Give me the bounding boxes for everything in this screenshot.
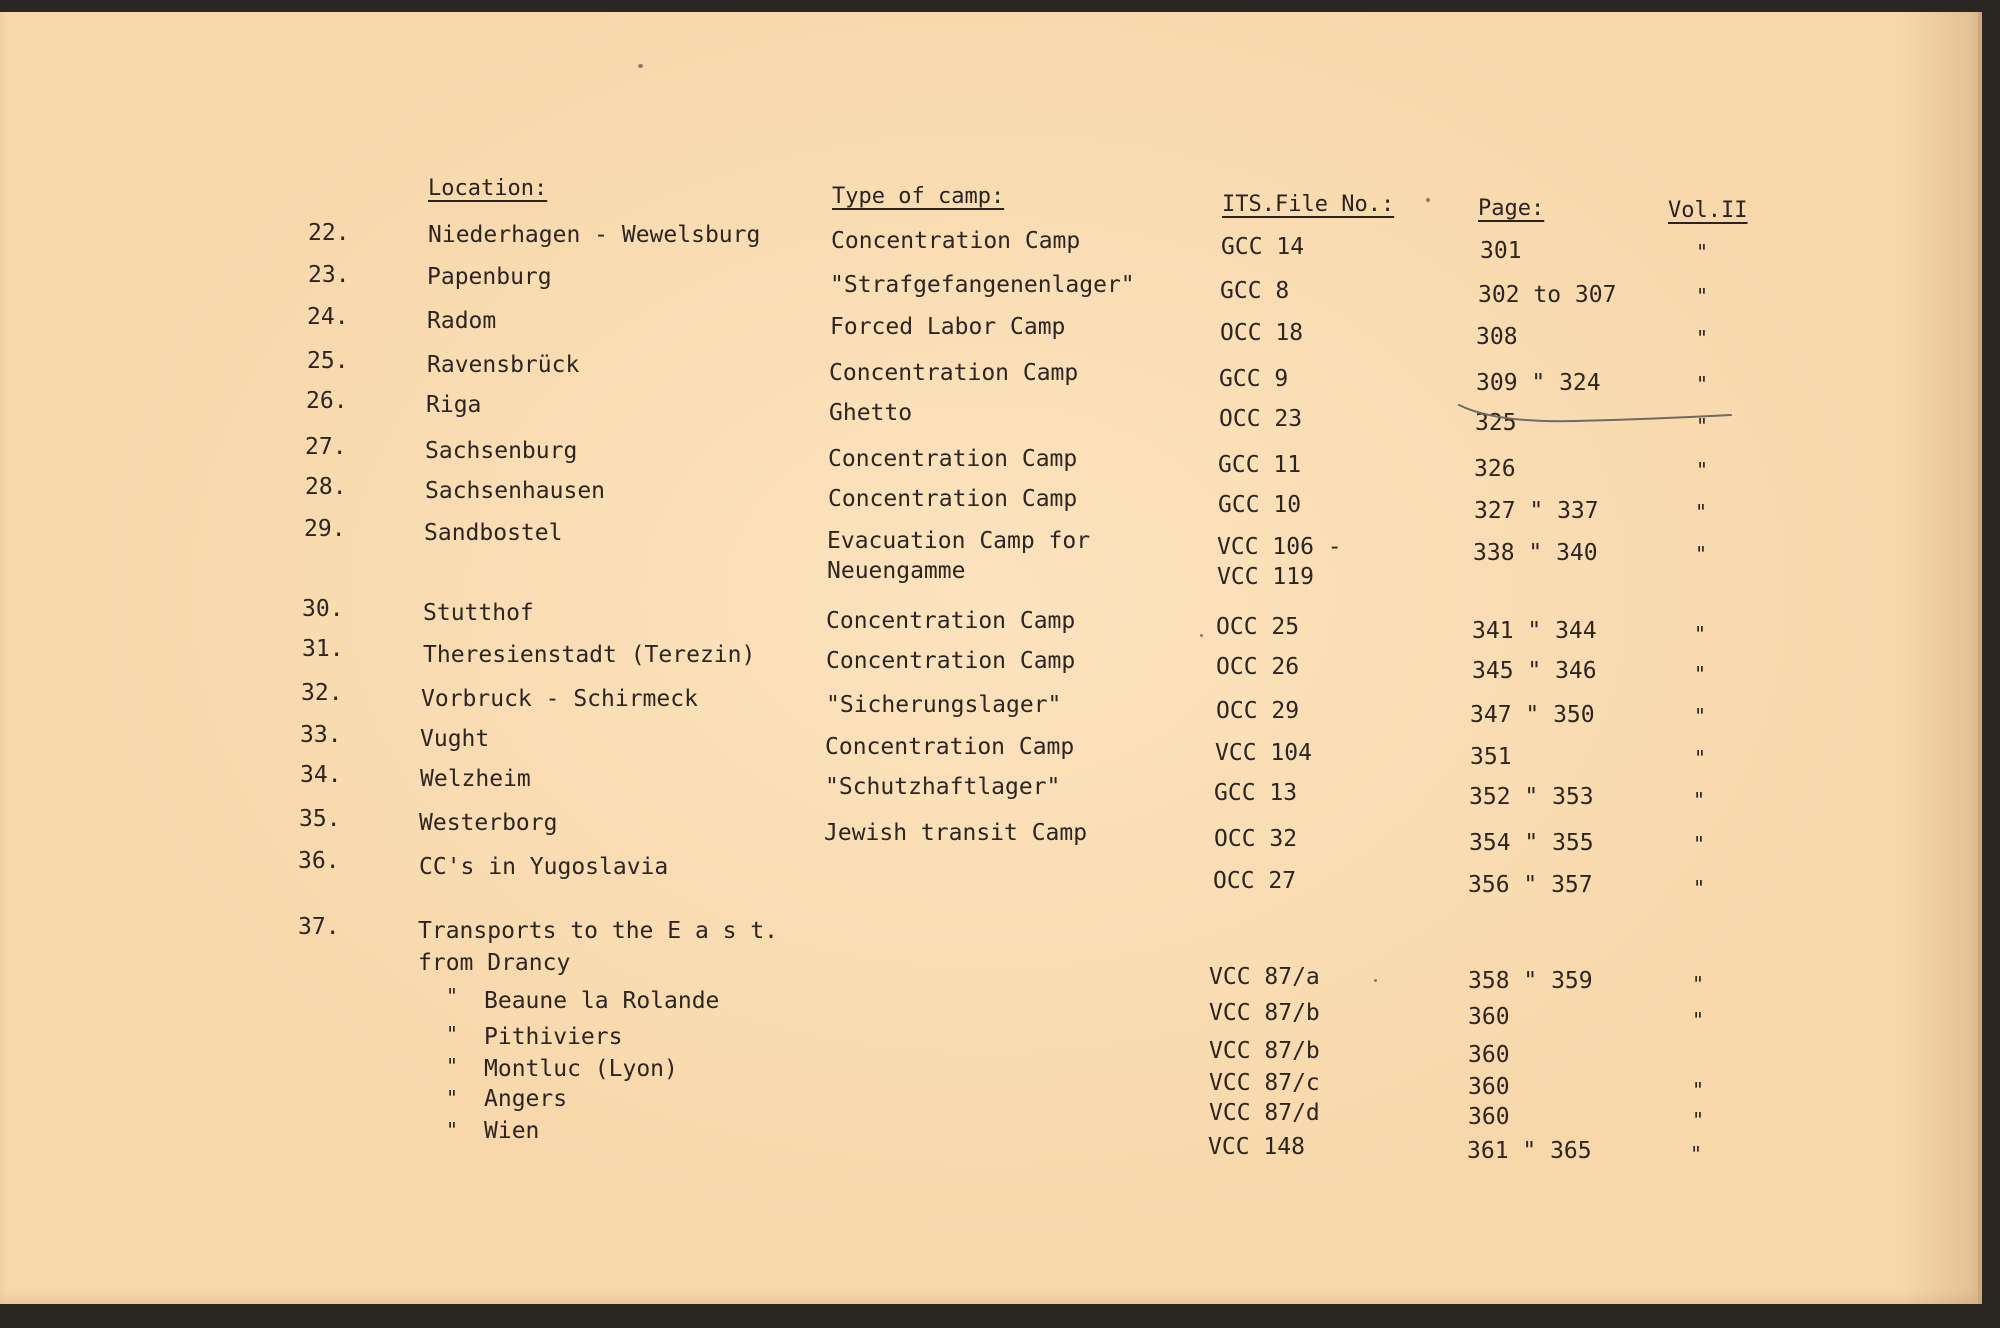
row-volume-ditto: " bbox=[1696, 326, 1709, 350]
transport-ditto-mark: " bbox=[446, 1054, 459, 1078]
transport-volume-ditto: " bbox=[1692, 1008, 1705, 1032]
transport-ditto-mark: " bbox=[446, 1086, 459, 1110]
row-camp-type: "Sicherungslager" bbox=[826, 692, 1062, 718]
paper-speck bbox=[1374, 979, 1377, 982]
row-camp-type: Concentration Camp bbox=[829, 360, 1079, 386]
row-camp-type: Concentration Camp bbox=[828, 446, 1078, 472]
row-page: 326 bbox=[1474, 456, 1516, 482]
row-page: 301 bbox=[1480, 238, 1522, 264]
row-number: 36. bbox=[298, 848, 340, 874]
row-file-number: GCC 13 bbox=[1214, 780, 1298, 806]
transport-page: 360 bbox=[1468, 1004, 1510, 1030]
transport-volume-ditto: " bbox=[1692, 1108, 1705, 1132]
row-volume-ditto: " bbox=[1696, 372, 1709, 396]
row-volume-ditto: " bbox=[1696, 284, 1709, 308]
transport-origin: Wien bbox=[484, 1118, 540, 1144]
row-page: 345 " 346 bbox=[1472, 658, 1597, 684]
row-file-number: OCC 32 bbox=[1214, 826, 1298, 852]
paper-speck bbox=[1426, 198, 1430, 202]
row-volume-ditto: " bbox=[1694, 662, 1707, 686]
camp-list bbox=[0, 12, 1978, 1304]
row-camp-type: Concentration Camp bbox=[825, 734, 1075, 760]
document-page bbox=[0, 12, 1982, 1304]
row-number: 33. bbox=[300, 722, 342, 748]
row-file-number: OCC 26 bbox=[1216, 654, 1300, 680]
row-number: 22. bbox=[308, 220, 350, 246]
row-page: 338 " 340 bbox=[1473, 540, 1598, 566]
row-location: Welzheim bbox=[420, 766, 531, 792]
row-camp-type: Concentration Camp bbox=[831, 228, 1081, 254]
row-file-number: OCC 18 bbox=[1220, 320, 1304, 346]
transport-origin: Beaune la Rolande bbox=[484, 988, 720, 1014]
row-number: 31. bbox=[302, 636, 344, 662]
row-volume-ditto: " bbox=[1693, 832, 1706, 856]
row-page: 351 bbox=[1470, 744, 1512, 770]
row-number: 28. bbox=[305, 474, 347, 500]
transport-ditto-mark: " bbox=[446, 1118, 459, 1142]
row-number: 23. bbox=[308, 262, 350, 288]
row-page: 341 " 344 bbox=[1472, 618, 1597, 644]
paper-speck bbox=[1200, 634, 1203, 637]
row-location: Riga bbox=[426, 392, 482, 418]
transport-page: 360 bbox=[1468, 1074, 1510, 1100]
header-volume: Vol.II bbox=[1668, 198, 1748, 223]
row-file-number: OCC 27 bbox=[1213, 868, 1297, 894]
transport-origin: Pithiviers bbox=[484, 1024, 623, 1050]
row-volume-ditto: " bbox=[1693, 876, 1706, 900]
row-camp-type: Forced Labor Camp bbox=[830, 314, 1066, 340]
row-location: CC's in Yugoslavia bbox=[419, 854, 669, 880]
row-file-number: GCC 10 bbox=[1218, 492, 1302, 518]
row-page: 352 " 353 bbox=[1469, 784, 1594, 810]
transport-file-number: VCC 148 bbox=[1208, 1134, 1305, 1160]
header-page: Page: bbox=[1478, 196, 1545, 221]
row-file-number: VCC 106 - bbox=[1217, 534, 1342, 560]
row-location: Westerborg bbox=[419, 810, 558, 836]
transport-file-number: VCC 87/d bbox=[1209, 1100, 1320, 1126]
row-page: 302 to 307 bbox=[1478, 282, 1617, 308]
row-location: Stutthof bbox=[423, 600, 534, 626]
transport-file-number: VCC 87/c bbox=[1209, 1070, 1320, 1096]
transport-file-number: VCC 87/b bbox=[1209, 1038, 1320, 1064]
transport-page: 361 " 365 bbox=[1467, 1138, 1592, 1164]
row-camp-type: Jewish transit Camp bbox=[824, 820, 1088, 846]
row-volume-ditto: " bbox=[1695, 500, 1708, 524]
row-file-number: GCC 9 bbox=[1219, 366, 1289, 392]
row-location: Ravensbrück bbox=[427, 352, 580, 378]
transport-page: 360 bbox=[1468, 1104, 1510, 1130]
pencil-curve-mark bbox=[1455, 397, 1735, 437]
transport-origin: Montluc (Lyon) bbox=[484, 1056, 678, 1082]
row-location: Papenburg bbox=[427, 264, 552, 290]
row-number: 27. bbox=[305, 434, 347, 460]
row-camp-type: Concentration Camp bbox=[826, 648, 1076, 674]
transport-volume-ditto: " bbox=[1692, 1078, 1705, 1102]
row-file-number: GCC 11 bbox=[1218, 452, 1302, 478]
row-location: Niederhagen - Wewelsburg bbox=[428, 222, 761, 248]
row-page: 327 " 337 bbox=[1474, 498, 1599, 524]
row-file-number: VCC 104 bbox=[1215, 740, 1312, 766]
transport-origin: Angers bbox=[484, 1086, 568, 1112]
row-location: Radom bbox=[427, 308, 497, 334]
row-camp-type-continued: Neuengamme bbox=[827, 558, 966, 584]
row-number: 29. bbox=[304, 516, 346, 542]
row-page: 354 " 355 bbox=[1469, 830, 1594, 856]
row-number: 26. bbox=[306, 388, 348, 414]
row-page: 347 " 350 bbox=[1470, 702, 1595, 728]
row-location: Theresienstadt (Terezin) bbox=[423, 642, 756, 668]
transport-page: 358 " 359 bbox=[1468, 968, 1593, 994]
row-volume-ditto: " bbox=[1694, 704, 1707, 728]
row-location: Vught bbox=[420, 726, 490, 752]
row-camp-type: Ghetto bbox=[829, 400, 913, 426]
row-file-number: GCC 8 bbox=[1220, 278, 1290, 304]
transport-volume-ditto: " bbox=[1692, 972, 1705, 996]
row-number: 25. bbox=[307, 348, 349, 374]
row-page: 356 " 357 bbox=[1468, 872, 1593, 898]
row-number: 37. bbox=[298, 914, 340, 940]
transport-ditto-mark: " bbox=[446, 1022, 459, 1046]
header-location: Location: bbox=[428, 176, 548, 201]
row-camp-type: "Schutzhaftlager" bbox=[825, 774, 1061, 800]
row-file-number-continued: VCC 119 bbox=[1217, 564, 1314, 590]
row-number: 32. bbox=[301, 680, 343, 706]
transport-volume-ditto: " bbox=[1690, 1142, 1703, 1166]
paper-speck bbox=[638, 64, 643, 68]
row-volume-ditto: " bbox=[1696, 240, 1709, 264]
row-volume-ditto: " bbox=[1695, 542, 1708, 566]
row-volume-ditto: " bbox=[1693, 788, 1706, 812]
transport-file-number: VCC 87/b bbox=[1209, 1000, 1320, 1026]
row-volume-ditto: " bbox=[1694, 746, 1707, 770]
row-volume-ditto: " bbox=[1696, 458, 1709, 482]
row-number: 30. bbox=[302, 596, 344, 622]
row-location: Vorbruck - Schirmeck bbox=[421, 686, 698, 712]
transport-file-number: VCC 87/a bbox=[1209, 964, 1320, 990]
row-location: Sandbostel bbox=[424, 520, 563, 546]
row-file-number: OCC 25 bbox=[1216, 614, 1300, 640]
row-page: 309 " 324 bbox=[1476, 370, 1601, 396]
row-number: 34. bbox=[300, 762, 342, 788]
row-camp-type: Concentration Camp bbox=[826, 608, 1076, 634]
row-camp-type: Evacuation Camp for bbox=[827, 528, 1091, 554]
header-its-file-no: ITS.File No.: bbox=[1222, 192, 1395, 217]
row-location: Sachsenhausen bbox=[425, 478, 606, 504]
transport-page: 360 bbox=[1468, 1042, 1510, 1068]
transport-origin: from Drancy bbox=[418, 950, 571, 976]
row-volume-ditto: " bbox=[1694, 622, 1707, 646]
transport-ditto-mark: " bbox=[446, 984, 459, 1008]
row-file-number: GCC 14 bbox=[1221, 234, 1305, 260]
row-camp-type: "Strafgefangenenlager" bbox=[830, 272, 1135, 298]
row-page: 308 bbox=[1476, 324, 1518, 350]
row-volume-ditto: " bbox=[1696, 414, 1709, 438]
row-camp-type: Concentration Camp bbox=[828, 486, 1078, 512]
row-file-number: OCC 29 bbox=[1216, 698, 1300, 724]
transports-title: Transports to the E a s t. bbox=[418, 918, 779, 944]
row-number: 35. bbox=[299, 806, 341, 832]
header-type-of-camp: Type of camp: bbox=[832, 184, 1005, 209]
row-page: 325 bbox=[1475, 410, 1517, 436]
row-number: 24. bbox=[307, 304, 349, 330]
row-file-number: OCC 23 bbox=[1219, 406, 1303, 432]
row-location: Sachsenburg bbox=[425, 438, 578, 464]
